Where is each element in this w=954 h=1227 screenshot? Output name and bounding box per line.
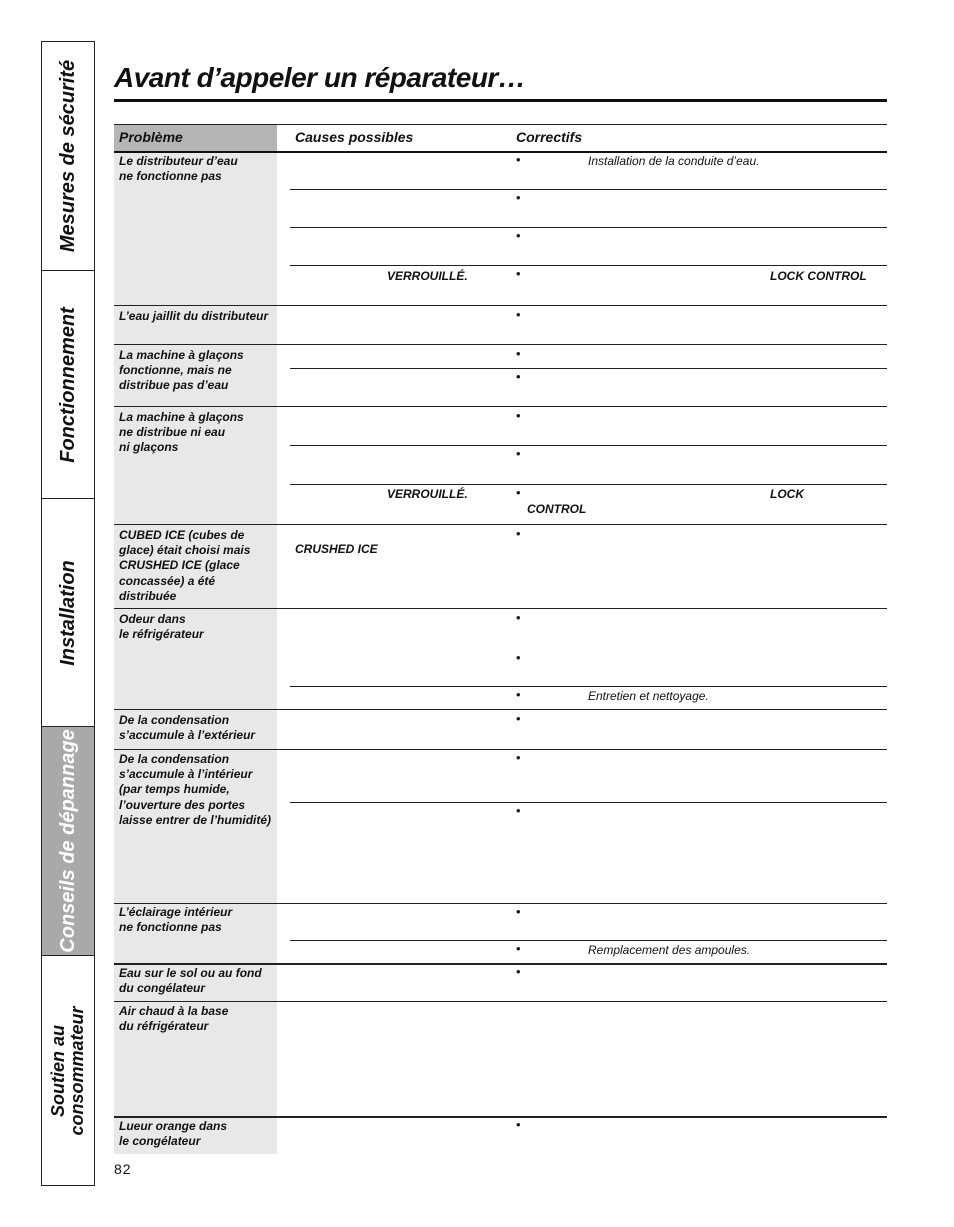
- bullet: •: [516, 346, 521, 361]
- row-divider: [114, 344, 887, 345]
- bullet: •: [516, 408, 521, 423]
- tab-mesures-de-securite[interactable]: [42, 42, 94, 271]
- row-divider: [114, 406, 887, 407]
- page-title: Avant d’appeler un réparateur…: [114, 62, 526, 93]
- row-divider: [290, 445, 887, 446]
- fix-text: LOCK CONTROL: [770, 269, 867, 283]
- row-divider: [114, 1116, 887, 1118]
- row-divider: [114, 963, 887, 965]
- tab-fonctionnement[interactable]: [42, 271, 94, 499]
- row-divider: [290, 227, 887, 228]
- fix-text: Installation de la conduite d’eau.: [588, 154, 760, 168]
- problem-cell: L’éclairage intérieur ne fonctionne pas: [119, 905, 233, 935]
- bullet: •: [516, 964, 521, 979]
- fix-text: LOCK: [770, 487, 804, 501]
- problem-cell: De la condensation s’accumule à l’extérieur: [119, 713, 256, 743]
- bullet: •: [516, 485, 521, 500]
- bullet: •: [516, 1117, 521, 1132]
- problem-cell: Eau sur le sol ou au fond du congélateur: [119, 966, 262, 996]
- bullet: •: [516, 610, 521, 625]
- bullet: •: [516, 941, 521, 956]
- problem-cell: Odeur dans le réfrigérateur: [119, 612, 204, 642]
- row-divider: [114, 903, 887, 904]
- row-divider: [290, 265, 887, 266]
- row-divider: [114, 1001, 887, 1002]
- tab-label: Fonctionnement: [57, 306, 79, 463]
- header-causes: Causes possibles: [295, 129, 414, 145]
- problem-cell: Lueur orange dans le congélateur: [119, 1119, 228, 1149]
- bullet: •: [516, 152, 521, 167]
- bullet: •: [516, 904, 521, 919]
- bullet: •: [516, 446, 521, 461]
- tab-conseils-de-depannage[interactable]: [42, 727, 94, 956]
- row-divider: [114, 305, 887, 306]
- problem-cell: Le distributeur d’eau ne fonctionne pas: [119, 154, 238, 184]
- section-sidebar: [41, 41, 95, 1186]
- row-divider: [290, 802, 887, 803]
- tab-label: [49, 1006, 87, 1135]
- fix-text: Remplacement des ampoules.: [588, 943, 751, 957]
- row-divider: [290, 484, 887, 485]
- page-number: 82: [114, 1161, 132, 1177]
- tab-label: Conseils de dépannage: [57, 729, 79, 953]
- bullet: •: [516, 803, 521, 818]
- bullet: •: [516, 190, 521, 205]
- bullet: •: [516, 266, 521, 281]
- cause-text: CRUSHED ICE: [295, 542, 378, 556]
- title-rule: [114, 99, 887, 102]
- bullet: •: [516, 526, 521, 541]
- bullet: •: [516, 650, 521, 665]
- problem-cell: L’eau jaillit du distributeur: [119, 309, 269, 323]
- bullet: •: [516, 307, 521, 322]
- table-header: [114, 125, 887, 151]
- row-divider: [290, 189, 887, 190]
- row-divider: [114, 608, 887, 609]
- row-divider: [114, 709, 887, 710]
- problem-cell: Air chaud à la base du réfrigérateur: [119, 1004, 229, 1034]
- row-divider: [114, 749, 887, 750]
- bullet: •: [516, 750, 521, 765]
- tab-installation[interactable]: [42, 499, 94, 727]
- cause-text: VERROUILLÉ.: [387, 269, 468, 283]
- bullet: •: [516, 711, 521, 726]
- row-divider: [290, 368, 887, 369]
- header-fixes: Correctifs: [516, 129, 583, 145]
- problem-cell: La machine à glaçons fonctionne, mais ne distribue pas d’eau: [119, 348, 244, 393]
- tab-label: Mesures de sécurité: [57, 59, 79, 253]
- problem-cell: CUBED ICE (cubes de glace) était choisi mais CRUSHED ICE (glace concassée) a été distribuée: [119, 528, 251, 603]
- tab-label-line: consommateur: [67, 1005, 87, 1136]
- fix-text: CONTROL: [527, 502, 587, 516]
- header-problem: Problème: [119, 129, 183, 145]
- bullet: •: [516, 369, 521, 384]
- bullet: •: [516, 687, 521, 702]
- fix-text: Entretien et nettoyage.: [588, 689, 709, 703]
- problem-cell: La machine à glaçons ne distribue ni eau ni glaçons: [119, 410, 244, 455]
- tab-soutien-au-consommateur[interactable]: [42, 956, 94, 1185]
- problem-cell: De la condensation s’accumule à l’intérieur (par temps humide, l’ouverture des portes laisse entrer de l’humidité): [119, 752, 272, 827]
- cause-text: VERROUILLÉ.: [387, 487, 468, 501]
- tab-label-line: Soutien au: [48, 1024, 68, 1117]
- row-divider: [290, 940, 887, 941]
- tab-label: Installation: [57, 559, 79, 666]
- row-divider: [114, 524, 887, 525]
- row-divider: [290, 686, 887, 687]
- bullet: •: [516, 228, 521, 243]
